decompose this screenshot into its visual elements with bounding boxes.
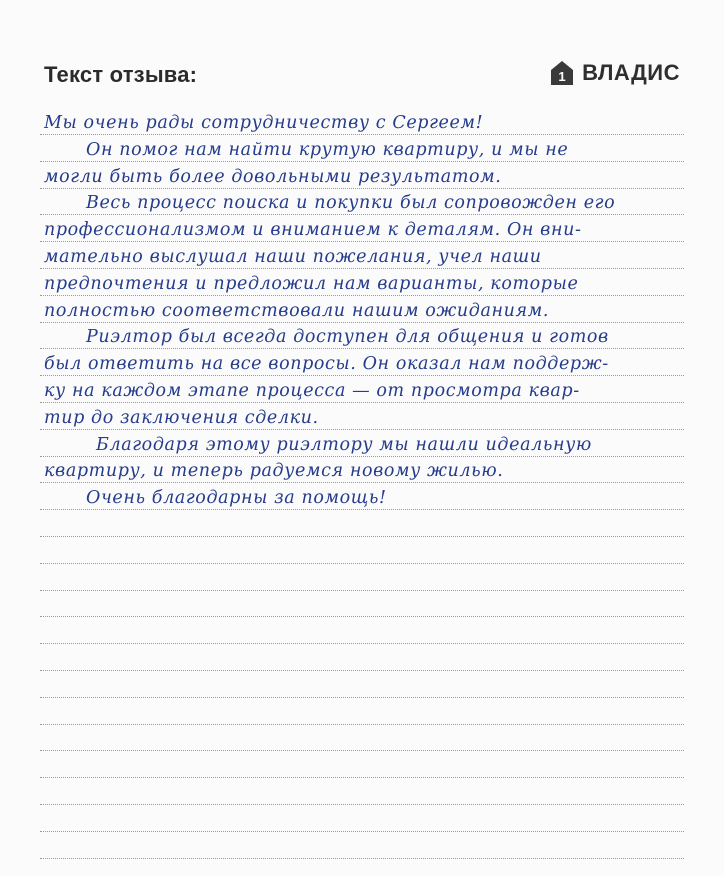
- ruled-line: [40, 831, 684, 832]
- ruled-line: [40, 697, 684, 698]
- review-line: полностью соответствовали нашим ожиданиям.: [44, 300, 549, 321]
- review-line: был ответить на все вопросы. Он оказал нам поддерж-: [44, 354, 609, 375]
- ruled-line: [40, 643, 684, 644]
- review-line: профессионализмом и вниманием к деталям. Он вни-: [44, 220, 582, 241]
- page-title: Текст отзыва:: [44, 62, 198, 87]
- ruled-line: [40, 563, 684, 564]
- brand-logo: [550, 60, 680, 86]
- ruled-line: [40, 616, 684, 617]
- review-line: Весь процесс поиска и покупки был сопровожден его: [86, 193, 616, 214]
- review-line: мательно выслушал наши пожелания, учел наши: [44, 246, 542, 267]
- ruled-line: [40, 670, 684, 671]
- ruled-line: [40, 858, 684, 859]
- review-line: тир до заключения сделки.: [44, 407, 319, 428]
- review-line: предпочтения и предложил нам варианты, которые: [44, 273, 579, 294]
- ruled-line: [40, 724, 684, 725]
- review-line: квартиру, и теперь радуемся новому жилью.: [44, 461, 504, 482]
- ruled-line: [40, 590, 684, 591]
- review-line: Очень благодарны за помощь!: [86, 488, 387, 509]
- handwritten-review: [44, 110, 684, 512]
- review-line: могли быть более довольными результатом.: [44, 166, 502, 187]
- svg-text:1: 1: [558, 69, 566, 84]
- review-line: Риэлтор был всегда доступен для общения и готов: [86, 327, 609, 348]
- review-line: ку на каждом этапе процесса — от просмотра квар-: [44, 380, 580, 401]
- ruled-line: [40, 804, 684, 805]
- ruled-line: [40, 536, 684, 537]
- review-line: Благодаря этому риэлтору мы нашли идеальную: [96, 434, 592, 455]
- review-line: Мы очень рады сотрудничеству с Сергеем!: [44, 113, 484, 133]
- review-line: Он помог нам найти крутую квартиру, и мы не: [86, 139, 569, 160]
- house-logo-icon: [550, 60, 574, 86]
- ruled-line: [40, 750, 684, 751]
- brand-name: ВЛАДИС: [582, 60, 680, 85]
- ruled-line: [40, 777, 684, 778]
